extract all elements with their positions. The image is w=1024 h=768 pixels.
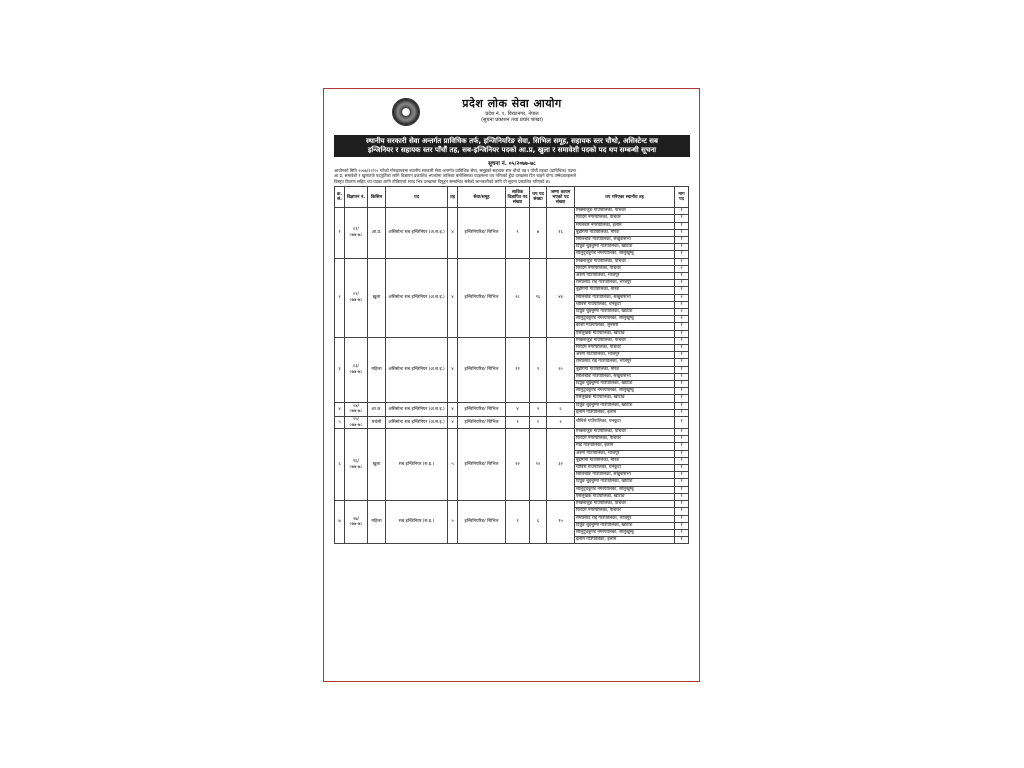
cell-demand-posts: १ <box>675 501 689 508</box>
cell-demand-posts: १ <box>675 465 689 472</box>
cell-local-body: चौविसे गाउँपालिका, धनकुटा <box>575 465 675 472</box>
cell-added: ७ <box>530 208 547 258</box>
cell-local-body: सिलिचोङ गाउँपालिका, संखुवासभा <box>575 472 675 479</box>
col-header: थप गरिएका स्थानीय तह <box>575 187 675 208</box>
cell-demand-posts: १ <box>675 208 689 215</box>
cell-post: सब इन्जिनियर (स.इ.) <box>386 429 448 501</box>
cell-local-body: इलाम गाउँपालिका, इलाम <box>575 537 675 544</box>
cell-local-body: बुढीगंगा गाउँपालिका, मोरङ <box>575 287 675 294</box>
cell-local-body: ऐसेलुखर्क गाउँपालिका, खोटाङ <box>575 330 675 337</box>
cell-demand-posts: २ <box>675 265 689 272</box>
cell-adv-no: ०१/ ०७७-७८ <box>345 208 368 258</box>
cell-demand-posts: १ <box>675 443 689 450</box>
cell-total: २ <box>547 417 575 429</box>
col-header: थप पद संख्या <box>530 187 547 208</box>
cell-post: असिस्टेन्ट सब इन्जिनियर (अ.स.इ.) <box>386 417 448 429</box>
cell-type: आ.ज. <box>368 402 386 416</box>
col-header: सेवा/समूह <box>458 187 506 208</box>
cell-local-body: सोलुदुधकुण्ड नगरपालिका, सोलुखुम्बु <box>575 388 675 395</box>
cell-type: महिला <box>368 501 386 544</box>
cell-service: इन्जिनियरिङ/ सिभिल <box>458 501 506 544</box>
cell-local-body: फिदिम नगरपालिका, पाँचथर <box>575 215 675 222</box>
cell-demand-posts: २ <box>675 316 689 323</box>
cell-sn: ७ <box>335 501 345 544</box>
cell-demand-posts: १ <box>675 323 689 330</box>
cell-service: इन्जिनियरिङ/ सिभिल <box>458 208 506 258</box>
cell-demand-posts: १ <box>675 215 689 222</box>
cell-old: २८ <box>506 258 530 337</box>
cell-demand-posts: १ <box>675 222 689 229</box>
cell-level: ४ <box>448 258 458 337</box>
cell-local-body: फिदिम नगरपालिका, पाँचथर <box>575 265 675 272</box>
cell-local-body: माई गाउँपालिका, इलाम <box>575 443 675 450</box>
cell-total: २० <box>547 337 575 402</box>
col-header: साविक विज्ञापित पद संख्या <box>506 187 530 208</box>
table-row <box>335 402 689 409</box>
cell-service: इन्जिनियरिङ/ सिभिल <box>458 258 506 337</box>
cell-local-body: अरुण गाउँपालिका, भोजपुर <box>575 450 675 457</box>
cell-demand-posts: १ <box>675 229 689 236</box>
intro-line: आयोगको मिति २०७७/१२/१० गतेको गोरखापत्रमा स्थानीय सरकारी सेवा अन्तर्गत प्राविधिक सेवा, समूहको सहायक स्तर चौथो तह र पाँचौं तहका (प्राविधिक) पदमा <box>334 168 576 173</box>
government-emblem-icon <box>392 98 420 126</box>
cell-demand-posts: १ <box>675 457 689 464</box>
cell-total: ६ <box>547 402 575 416</box>
cell-added: ६ <box>530 501 547 544</box>
table-header-row <box>335 187 689 208</box>
org-subnote: (सूचना प्रकाशन तथा प्रचार शाखा) <box>481 117 543 123</box>
cell-added: १० <box>530 429 547 501</box>
table-row <box>335 501 689 508</box>
cell-demand-posts: १ <box>675 508 689 515</box>
cell-service: इन्जिनियरिङ/ सिभिल <box>458 417 506 429</box>
cell-demand-posts: २ <box>675 294 689 301</box>
cell-demand-posts: १ <box>675 345 689 352</box>
table-row <box>335 258 689 265</box>
cell-demand-posts: १ <box>675 244 689 251</box>
cell-added: ९ <box>530 337 547 402</box>
col-header: किसिम <box>368 187 386 208</box>
cell-adv-no: २६/ ०७७-७८ <box>345 429 368 501</box>
intro-paragraph <box>334 168 690 184</box>
cell-local-body: फिदिम नगरपालिका, पाँचथर <box>575 345 675 352</box>
cell-demand-posts: १ <box>675 359 689 366</box>
cell-type: खुला <box>368 429 386 501</box>
col-header: क्र. सं. <box>335 187 345 208</box>
cell-local-body: सोलुदुधकुण्ड नगरपालिका, सोलुखुम्बु <box>575 486 675 493</box>
cell-demand-posts: १ <box>675 330 689 337</box>
cell-post: असिस्टेन्ट सब इन्जिनियर (अ.स.इ.) <box>386 208 448 258</box>
cell-demand-posts: १ <box>675 352 689 359</box>
cell-demand-posts: १ <box>675 337 689 344</box>
cell-adv-no: ०५/ ०७७-७८ <box>345 417 368 429</box>
banner-line-1: स्थानीय सरकारी सेवा अन्तर्गत प्राविधिक तर्फ, इन्जिनियरिङ सेवा, सिभिल समूह, सहायक स्तर चौथो, असिस्टेन्ट सब <box>365 137 659 145</box>
table-body <box>335 208 689 544</box>
cell-sn: ३ <box>335 337 345 402</box>
cell-post: असिस्टेन्ट सब इन्जिनियर (अ.स.इ.) <box>386 337 448 402</box>
cell-local-body: रामप्रसाद राई गाउँपालिका, भोजपुर <box>575 359 675 366</box>
cell-old: ९ <box>506 501 530 544</box>
cell-local-body: चौविसे गाउँपालिका, धनकुटा <box>575 417 675 429</box>
cell-demand-posts: १ <box>675 402 689 409</box>
cell-service: इन्जिनियरिङ/ सिभिल <box>458 402 506 416</box>
cell-local-body: चौविसे गाउँपालिका, धनकुटा <box>575 301 675 308</box>
cell-local-body: सोलुदुधकुण्ड नगरपालिका, सोलुखुम्बु <box>575 529 675 536</box>
cell-local-body: फिदिम नगरपालिका, पाँचथर <box>575 508 675 515</box>
cell-local-body: दिप्रुङ चुइचुम्मा गाउँपालिका, खोटाङ <box>575 479 675 486</box>
cell-adv-no: ०३/ ०७७-७८ <box>345 337 368 402</box>
cell-local-body: बुढीगंगा गाउँपालिका, मोरङ <box>575 366 675 373</box>
cell-demand-posts: २ <box>675 258 689 265</box>
cell-old: २२ <box>506 429 530 501</box>
cell-local-body: दिप्रुङ चुइचुम्मा गाउँपालिका, खोटाङ <box>575 309 675 316</box>
table-row <box>335 429 689 436</box>
cell-local-body: सिलिचोङ गाउँपालिका, संखुवासभा <box>575 373 675 380</box>
notice-number: सूचना नं. ०५/२०७७-७८ <box>488 161 536 167</box>
cell-old: ११ <box>506 337 530 402</box>
org-name: प्रदेश लोक सेवा आयोग <box>462 97 562 110</box>
cell-sn: २ <box>335 258 345 337</box>
cell-demand-posts: १ <box>675 493 689 500</box>
cell-demand-posts: १ <box>675 373 689 380</box>
cell-added: १६ <box>530 258 547 337</box>
cell-post: असिस्टेन्ट सब इन्जिनियर (अ.स.इ.) <box>386 402 448 416</box>
cell-demand-posts: २ <box>675 309 689 316</box>
cell-level: ५ <box>448 501 458 544</box>
cell-demand-posts: १ <box>675 287 689 294</box>
cell-demand-posts: १ <box>675 409 689 416</box>
col-header: विज्ञापन नं. <box>345 187 368 208</box>
col-header: पद <box>386 187 448 208</box>
cell-local-body: रामप्रसाद राई गाउँपालिका, भोजपुर <box>575 280 675 287</box>
cell-demand-posts: १ <box>675 450 689 457</box>
cell-type: मधेसी <box>368 417 386 429</box>
cell-demand-posts: १ <box>675 429 689 436</box>
cell-demand-posts: १ <box>675 251 689 258</box>
cell-local-body: मिक्लाजुङ गाउँपालिका, पाँचथर <box>575 501 675 508</box>
cell-demand-posts: १ <box>675 537 689 544</box>
cell-local-body: दिप्रुङ चुइचुम्मा गाउँपालिका, खोटाङ <box>575 402 675 409</box>
cell-local-body: ऐसेलुखर्क गाउँपालिका, खोटाङ <box>575 493 675 500</box>
cell-level: ४ <box>448 402 458 416</box>
cell-demand-posts: १ <box>675 273 689 280</box>
cell-demand-posts: १ <box>675 479 689 486</box>
cell-adv-no: २७/ ०७७-७८ <box>345 501 368 544</box>
cell-local-body: सिलिचोङ गाउँपालिका, संखुवासभा <box>575 236 675 243</box>
cell-local-body: दिप्रुङ चुइचुम्मा गाउँपालिका, खोटाङ <box>575 381 675 388</box>
cell-demand-posts: १ <box>675 515 689 522</box>
cell-local-body: सिलिचोङ गाउँपालिका, संखुवासभा <box>575 294 675 301</box>
col-header: माग पद <box>675 187 689 208</box>
cell-demand-posts: १ <box>675 529 689 536</box>
cell-sn: ५ <box>335 417 345 429</box>
cell-post: सब इन्जिनियर (स.इ.) <box>386 501 448 544</box>
intro-line: विस्तृत विवरण सहित थप पदका लागि तोकिएको म्याद भित्र दरखास्त दिनुहुन सम्बन्धित सबैको जानकारीको लागि यो सूचना प्रकाशित गरिएको छ। <box>334 178 551 184</box>
cell-local-body: बुढीगंगा गाउँपालिका, मोरङ <box>575 229 675 236</box>
cell-local-body: मंगलबारे नगरपालिका, इलाम <box>575 222 675 229</box>
cell-local-body: इलाम गाउँपालिका, इलाम <box>575 409 675 416</box>
col-header: जम्मा कायम भएको पद संख्या <box>547 187 575 208</box>
vacancy-table <box>334 186 689 544</box>
cell-added: २ <box>530 402 547 416</box>
cell-local-body: ऐसेलुखर्क गाउँपालिका, खोटाङ <box>575 395 675 402</box>
cell-level: ५ <box>448 429 458 501</box>
cell-added: १ <box>530 417 547 429</box>
cell-demand-posts: १ <box>675 395 689 402</box>
table-row <box>335 337 689 344</box>
cell-type: खुला <box>368 258 386 337</box>
cell-total: ४४ <box>547 258 575 337</box>
cell-service: इन्जिनियरिङ/ सिभिल <box>458 337 506 402</box>
cell-adv-no: ०२/ ०७७-७८ <box>345 258 368 337</box>
cell-local-body: मिक्लाजुङ गाउँपालिका, पाँचथर <box>575 208 675 215</box>
cell-local-body: बुढीगंगा गाउँपालिका, मोरङ <box>575 457 675 464</box>
cell-demand-posts: १ <box>675 236 689 243</box>
org-address: प्रदेश नं. १, विराटनगर, नेपाल <box>485 111 539 117</box>
cell-total: ३२ <box>547 429 575 501</box>
cell-demand-posts: १ <box>675 301 689 308</box>
cell-service: इन्जिनियरिङ/ सिभिल <box>458 429 506 501</box>
cell-total: १६ <box>547 208 575 258</box>
cell-demand-posts: १ <box>675 436 689 443</box>
cell-sn: ४ <box>335 402 345 416</box>
cell-local-body: सोलुदुधकुण्ड नगरपालिका, सोलुखुम्बु <box>575 316 675 323</box>
cell-level: ४ <box>448 417 458 429</box>
cell-sn: १ <box>335 208 345 258</box>
cell-adv-no: ०४/ ०७७-७८ <box>345 402 368 416</box>
cell-post: असिस्टेन्ट सब इन्जिनियर (अ.स.इ.) <box>386 258 448 337</box>
intro-line: आ.प्र, समावेशी र खुलातर्फ पदपूर्तिका लागि विज्ञापन प्रकाशित भएकोमा तालिका बमोजिमका पदहरूमा थप गरिएको हुँदा दरखास्त दिन चाहने योग्य उम्मेदवारहरूले <box>334 173 577 179</box>
cell-local-body: मिक्लाजुङ गाउँपालिका, पाँचथर <box>575 337 675 344</box>
cell-level: ४ <box>448 337 458 402</box>
notice-header <box>334 96 690 134</box>
cell-sn: ६ <box>335 429 345 501</box>
cell-old: ४ <box>506 402 530 416</box>
cell-local-body: फिदिम नगरपालिका, पाँचथर <box>575 436 675 443</box>
cell-local-body: सोलुदुधकुण्ड नगरपालिका, सोलुखुम्बु <box>575 251 675 258</box>
notice-page <box>323 88 700 682</box>
cell-local-body: अरुण गाउँपालिका, भोजपुर <box>575 352 675 359</box>
cell-total: १५ <box>547 501 575 544</box>
cell-old: ९ <box>506 208 530 258</box>
notice-banner <box>334 135 690 157</box>
cell-type: महिला <box>368 337 386 402</box>
cell-demand-posts: १ <box>675 486 689 493</box>
cell-demand-posts: १ <box>675 280 689 287</box>
col-header: तह <box>448 187 458 208</box>
cell-local-body: अरुण गाउँपालिका, भोजपुर <box>575 273 675 280</box>
cell-level: ४ <box>448 208 458 258</box>
cell-demand-posts: १ <box>675 388 689 395</box>
cell-local-body: मिक्लाजुङ गाउँपालिका, पाँचथर <box>575 429 675 436</box>
cell-demand-posts: १ <box>675 472 689 479</box>
cell-old: १ <box>506 417 530 429</box>
cell-local-body: दिप्रुङ चुइचुम्मा गाउँपालिका, खोटाङ <box>575 244 675 251</box>
banner-line-2: इन्जिनियर र सहायक स्तर पाँचौं तह, सब-इन्जिनियर पदको आ.प्र, खुला र समावेशी पदको पद थप सम्बन्धी सूचना <box>367 146 657 154</box>
cell-demand-posts: १ <box>675 381 689 388</box>
cell-local-body: कोशी गाउँपालिका, सुनसरी <box>575 323 675 330</box>
cell-local-body: दिप्रुङ चुइचुम्मा गाउँपालिका, खोटाङ <box>575 522 675 529</box>
cell-demand-posts: १ <box>675 366 689 373</box>
table-row <box>335 417 689 429</box>
cell-demand-posts: १ <box>675 417 689 429</box>
cell-demand-posts: १ <box>675 522 689 529</box>
cell-local-body: मिक्लाजुङ गाउँपालिका, पाँचथर <box>575 258 675 265</box>
cell-local-body: रामप्रसाद राई गाउँपालिका, भोजपुर <box>575 515 675 522</box>
table-row <box>335 208 689 215</box>
cell-type: आ.प्र. <box>368 208 386 258</box>
